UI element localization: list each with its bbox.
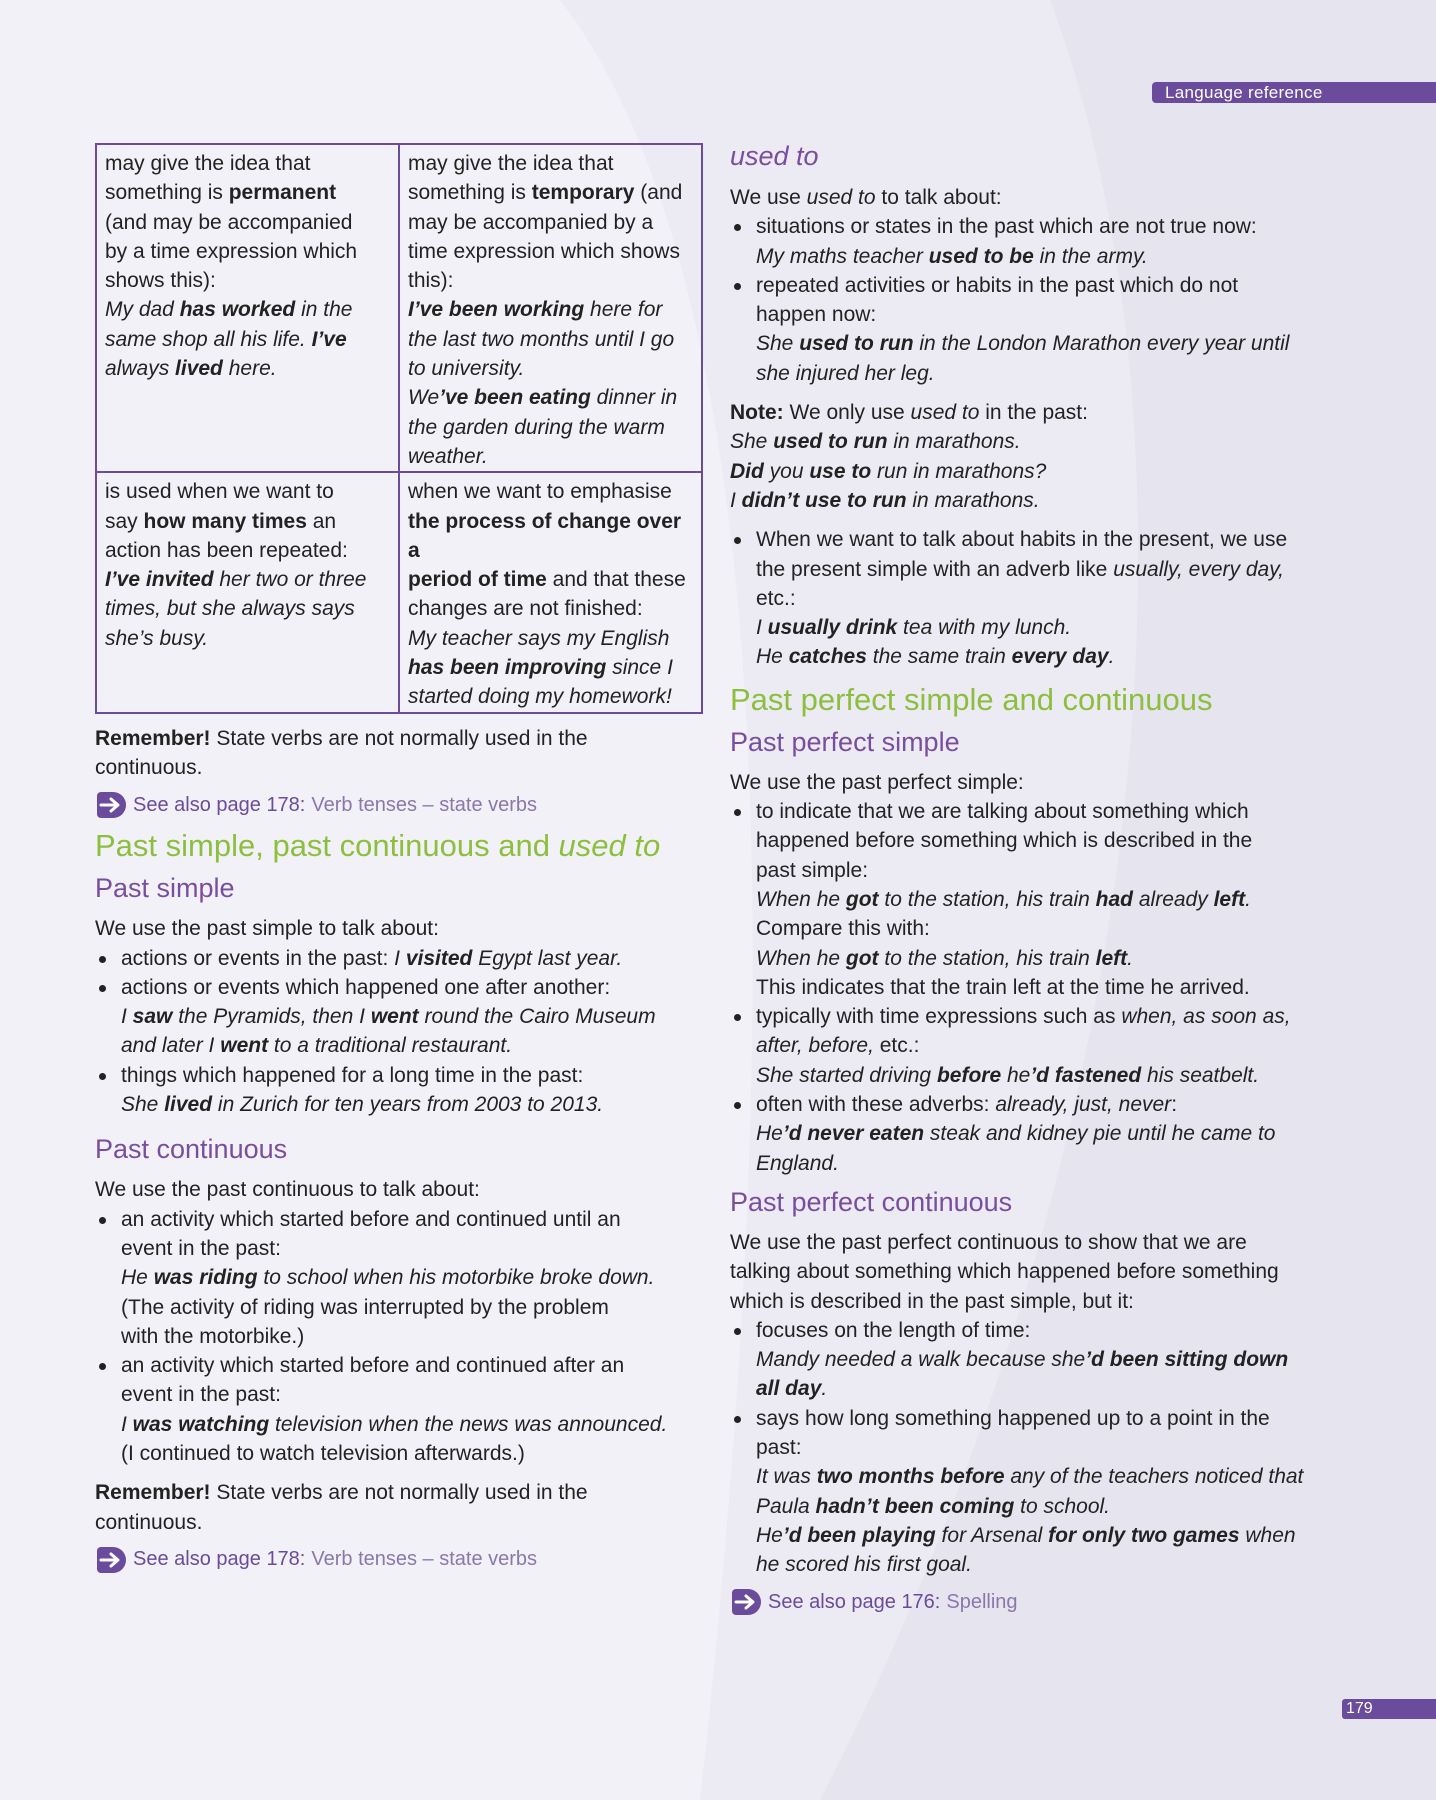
- bullet-list: [95, 1205, 705, 1469]
- list-item: When we want to talk about habits in the present, we use the present simple with an adverb like usually, every day, etc.: I usually drink tea with my lunch. He catches the same train every day.: [730, 525, 1350, 671]
- table-cell: [96, 144, 399, 472]
- table-line: I’ve been working here for: [408, 298, 663, 322]
- section-heading-past-perfect: Past perfect simple and continuous: [730, 681, 1213, 717]
- table-line: may give the idea that: [105, 152, 311, 175]
- list-item: often with these adverbs: already, just, never: He’d never eaten steak and kidney pie until he came to England.: [730, 1090, 1350, 1178]
- note: Note: We only use used to in the past: She used to run in marathons. Did you use to run in marathons? I didn’t use to run in marathons.: [730, 401, 1088, 512]
- see-also-link[interactable]: See also page 178: Verb tenses – state verbs: [95, 790, 705, 820]
- table-line: same shop all his life. I’ve: [105, 327, 347, 351]
- table-line: times, but she always says: [105, 597, 355, 621]
- table-line: shows this):: [105, 269, 216, 293]
- subheading-past-simple: Past simple: [95, 873, 235, 904]
- remember-note: Remember! State verbs are not normally used in the continuous.: [95, 1481, 588, 1534]
- bullet-list: [730, 212, 1350, 388]
- table-line: the last two months until I go: [408, 327, 675, 351]
- section-label: Language reference: [1152, 82, 1436, 103]
- subheading-past-continuous: Past continuous: [95, 1134, 288, 1165]
- left-column: [95, 143, 705, 1581]
- remember-note: Remember! State verbs are not normally used in the continuous.: [95, 726, 588, 779]
- list-item: an activity which started before and continued after an event in the past: I was watching television when the news was announced. (I continued to watch television afterwards.): [95, 1351, 705, 1468]
- table-cell: [399, 472, 702, 712]
- table-line: the garden during the warm: [408, 415, 665, 439]
- see-also-link[interactable]: See also page 176: Spelling: [730, 1587, 1350, 1617]
- table-line: My dad has worked in the: [105, 298, 353, 322]
- list-item: things which happened for a long time in the past: She lived in Zurich for ten years from 2003 to 2013.: [95, 1061, 705, 1120]
- list-item: to indicate that we are talking about something which happened before something which is described in the past simple: When he got to the station, his train had already left. Compare this with: When he got to the station, his train left. This indicates that the train left at the time he arrived.: [730, 797, 1350, 1002]
- table-line: when we want to emphasise: [408, 480, 672, 504]
- intro-text: We use the past perfect continuous to show that we are talking about something which happened before something which is described in the past simple, but it:: [730, 1230, 1279, 1313]
- arrow-right-icon: [95, 1545, 127, 1575]
- table-line: this):: [408, 269, 454, 293]
- table-line: by a time expression which: [105, 239, 358, 263]
- table-line: period of time and that these: [408, 568, 686, 592]
- arrow-right-icon: [95, 790, 127, 820]
- table-line: (and may be accompanied: [105, 210, 353, 234]
- subheading-used-to: used to: [730, 141, 819, 171]
- table-line: I’ve invited her two or three: [105, 568, 367, 592]
- table-row: [96, 472, 702, 712]
- table-cell: [399, 144, 702, 472]
- table-line: We’ve been eating dinner in: [408, 386, 678, 410]
- table-line: changes are not finished:: [408, 597, 643, 621]
- intro-text: We use the past perfect simple:: [730, 770, 1024, 794]
- table-line: something is temporary (and: [408, 181, 683, 205]
- subheading-past-perfect-simple: Past perfect simple: [730, 726, 960, 757]
- list-item: says how long something happened up to a point in the past: It was two months before any of the teachers noticed that Paula hadn’t been coming to school. He’d been playing for Arsenal for only two games when he scored his first goal.: [730, 1404, 1350, 1580]
- table-line: time expression which shows: [408, 239, 680, 263]
- bullet-list: [95, 944, 705, 1120]
- list-item: an activity which started before and continued until an event in the past: He was riding to school when his motorbike broke down. (The activity of riding was interrupted by the problem with the motorbike.): [95, 1205, 705, 1351]
- right-column: [730, 139, 1350, 1623]
- intro-text: We use the past simple to talk about:: [95, 917, 439, 941]
- bullet-list: [730, 1316, 1350, 1580]
- table-line: to university.: [408, 357, 525, 381]
- table-cell: [96, 472, 399, 712]
- list-item: actions or events in the past: I visited Egypt last year.: [95, 944, 705, 973]
- table-line: may be accompanied by a: [408, 210, 654, 234]
- intro-text: We use used to to talk about:: [730, 186, 1002, 209]
- comparison-table: [95, 143, 703, 714]
- page-number: 179: [1342, 1699, 1436, 1719]
- bullet-list: [730, 525, 1350, 671]
- table-line: may give the idea that: [408, 152, 614, 175]
- list-item: actions or events which happened one after another: I saw the Pyramids, then I went round the Cairo Museum and later I went to a traditional restaurant.: [95, 973, 705, 1061]
- table-line: My teacher says my English: [408, 626, 670, 650]
- table-line: is used when we want to: [105, 480, 334, 504]
- table-line: always lived here.: [105, 357, 277, 381]
- table-line: something is permanent: [105, 181, 337, 205]
- table-line: the process of change over a: [408, 509, 682, 562]
- see-also-link[interactable]: See also page 178: Verb tenses – state verbs: [95, 1545, 705, 1575]
- section-heading-past-simple: Past simple, past continuous and used to: [95, 828, 661, 864]
- table-line: started doing my homework!: [408, 685, 672, 709]
- bullet-list: [730, 797, 1350, 1178]
- list-item: focuses on the length of time: Mandy needed a walk because she’d been sitting down all day.: [730, 1316, 1350, 1404]
- list-item: repeated activities or habits in the past which do not happen now: She used to run in the London Marathon every year until she injured her leg.: [730, 271, 1350, 388]
- table-line: has been improving since I: [408, 656, 673, 680]
- arrow-right-icon: [730, 1587, 762, 1617]
- table-line: weather.: [408, 444, 488, 468]
- table-line: say how many times an: [105, 509, 337, 533]
- list-item: situations or states in the past which are not true now: My maths teacher used to be in the army.: [730, 212, 1350, 271]
- subheading-past-perfect-continuous: Past perfect continuous: [730, 1186, 1013, 1217]
- table-line: she’s busy.: [105, 626, 209, 650]
- intro-text: We use the past continuous to talk about:: [95, 1178, 480, 1202]
- table-row: [96, 144, 702, 472]
- list-item: typically with time expressions such as when, as soon as, after, before, etc.: She started driving before he’d fastened his seatbelt.: [730, 1002, 1350, 1090]
- table-line: action has been repeated:: [105, 538, 348, 562]
